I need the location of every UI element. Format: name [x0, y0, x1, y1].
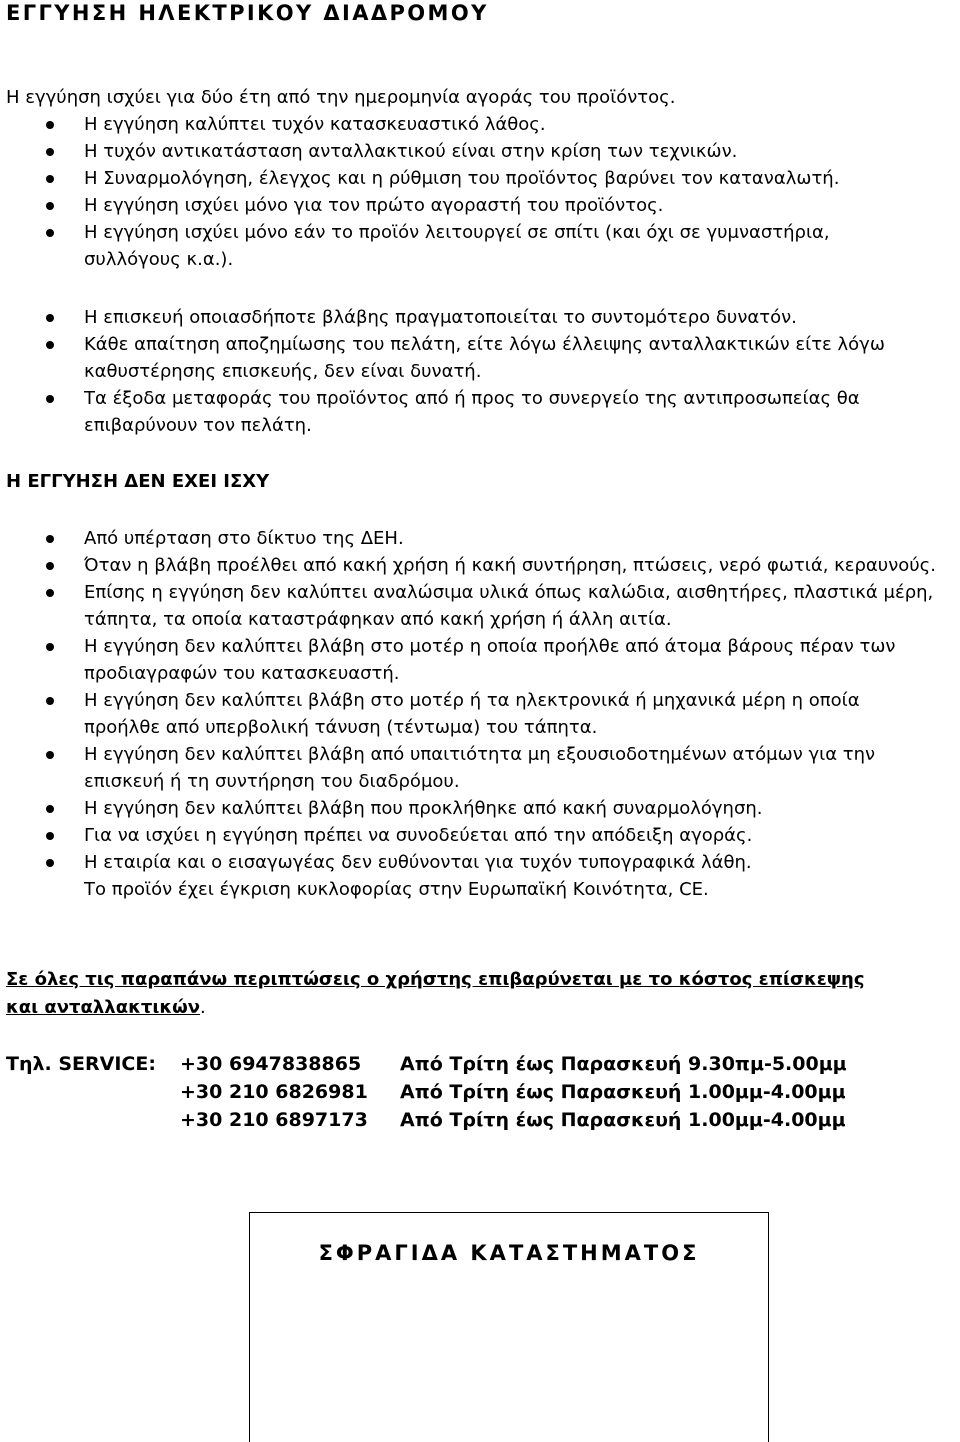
bullet-icon [46, 589, 54, 597]
bullet-icon [46, 805, 54, 813]
coverage-list [0, 111, 930, 273]
list-item: Η εγγύηση δεν καλύπτει βλάβη στο μοτέρ ή τα ηλεκτρονικά ή μηχανικά μέρη η οποία προήλθε από υπερβολική τάνυση (τέντωμα) του τάπητα. [0, 687, 940, 741]
list-item: Επίσης η εγγύηση δεν καλύπτει αναλώσιμα υλικά όπως καλώδια, αισθητήρες, πλαστικά μέρη, τάπητα, τα οποία καταστράφηκαν από κακή χρήση ή άλλη αιτία. [0, 579, 940, 633]
list-item: Η εγγύηση ισχύει μόνο εάν το προϊόν λειτουργεί σε σπίτι (και όχι σε γυμναστήρια, συλλόγους κ.α.). [0, 219, 930, 273]
service-hours: Από Τρίτη έως Παρασκευή 9.30πμ-5.00μμ [400, 1053, 847, 1075]
service-row [6, 1050, 847, 1078]
cost-notice-underlined: Σε όλες τις παραπάνω περιπτώσεις ο χρήστης επιβαρύνεται με το κόστος επίσκεψης και ανταλλακτικών [6, 969, 865, 1018]
service-phone: +30 6947838865 [180, 1053, 362, 1075]
list-item: Η τυχόν αντικατάσταση ανταλλακτικού είναι στην κρίση των τεχνικών. [0, 138, 930, 165]
bullet-icon [46, 751, 54, 759]
bullet-icon [46, 832, 54, 840]
list-item: Από υπέρταση στο δίκτυο της ΔΕΗ. [0, 525, 940, 552]
bullet-icon [46, 202, 54, 210]
cost-notice [6, 966, 886, 1022]
list-item: Η εταιρία και ο εισαγωγέας δεν ευθύνονται για τυχόν τυπογραφικά λάθη. [0, 849, 940, 876]
bullet-icon [46, 697, 54, 705]
bullet-icon [46, 314, 54, 322]
intro-text: Η εγγύηση ισχύει για δύο έτη από την ημερομηνία αγοράς του προϊόντος. [6, 87, 676, 108]
service-label: Τηλ. SERVICE: [6, 1053, 156, 1075]
list-item: Η εγγύηση δεν καλύπτει βλάβη που προκλήθηκε από κακή συναρμολόγηση. [0, 795, 940, 822]
bullet-icon [46, 148, 54, 156]
terms-list [0, 304, 960, 439]
list-item: Η εγγύηση ισχύει μόνο για τον πρώτο αγοραστή του προϊόντος. [0, 192, 930, 219]
list-item: Η επισκευή οποιασδήποτε βλάβης πραγματοποιείται το συντομότερο δυνατόν. [0, 304, 960, 331]
bullet-icon [46, 643, 54, 651]
list-item: Όταν η βλάβη προέλθει από κακή χρήση ή κακή συντήρηση, πτώσεις, νερό φωτιά, κεραυνούς. [0, 552, 940, 579]
service-hours: Από Τρίτη έως Παρασκευή 1.00μμ-4.00μμ [400, 1109, 846, 1131]
bullet-icon [46, 535, 54, 543]
cost-notice-end: . [200, 997, 206, 1018]
list-item: Η εγγύηση καλύπτει τυχόν κατασκευαστικό λάθος. [0, 111, 930, 138]
service-phone: +30 210 6826981 [180, 1081, 368, 1103]
service-row [6, 1106, 847, 1134]
exclusions-heading: Η ΕΓΓΥΗΣΗ ΔΕΝ ΕΧΕΙ ΙΣΧΥ [6, 471, 270, 492]
bullet-icon [46, 562, 54, 570]
document-title: ΕΓΓΥΗΣΗ ΗΛΕΚΤΡΙΚΟΥ ΔΙΑΔΡΟΜΟΥ [6, 1, 489, 25]
list-item: Η εγγύηση δεν καλύπτει βλάβη από υπαιτιότητα μη εξουσιοδοτημένων ατόμων για την επισκευή ή τη συντήρηση του διαδρόμου. [0, 741, 940, 795]
bullet-icon [46, 341, 54, 349]
bullet-icon [46, 229, 54, 237]
list-item: Τα έξοδα μεταφοράς του προϊόντος από ή προς το συνεργείο της αντιπροσωπείας θα επιβαρύνουν τον πελάτη. [0, 385, 960, 439]
service-phone: +30 210 6897173 [180, 1109, 368, 1131]
list-item: Κάθε απαίτηση αποζημίωσης του πελάτη, είτε λόγω έλλειψης ανταλλακτικών είτε λόγω καθυστέρησης επισκευής, δεν είναι δυνατή. [0, 331, 960, 385]
service-hours: Από Τρίτη έως Παρασκευή 1.00μμ-4.00μμ [400, 1081, 846, 1103]
bullet-icon [46, 175, 54, 183]
stamp-title: ΣΦΡΑΓΙΔΑ ΚΑΤΑΣΤΗΜΑΤΟΣ [318, 1241, 700, 1265]
service-contacts [6, 1050, 847, 1134]
store-stamp-box [249, 1212, 769, 1442]
list-item: Για να ισχύει η εγγύηση πρέπει να συνοδεύεται από την απόδειξη αγοράς. [0, 822, 940, 849]
list-item: Η Συναρμολόγηση, έλεγχος και η ρύθμιση του προϊόντος βαρύνει τον καταναλωτή. [0, 165, 930, 192]
service-row [6, 1078, 847, 1106]
bullet-icon [46, 395, 54, 403]
bullet-icon [46, 859, 54, 867]
exclusions-list [0, 525, 940, 903]
list-item: Η εγγύηση δεν καλύπτει βλάβη στο μοτέρ η οποία προήλθε από άτομα βάρους πέραν των προδιαγραφών του κατασκευαστή. [0, 633, 940, 687]
bullet-icon [46, 121, 54, 129]
list-item-ce-approval: Το προϊόν έχει έγκριση κυκλοφορίας στην Ευρωπαϊκή Κοινότητα, CE. [84, 879, 709, 900]
